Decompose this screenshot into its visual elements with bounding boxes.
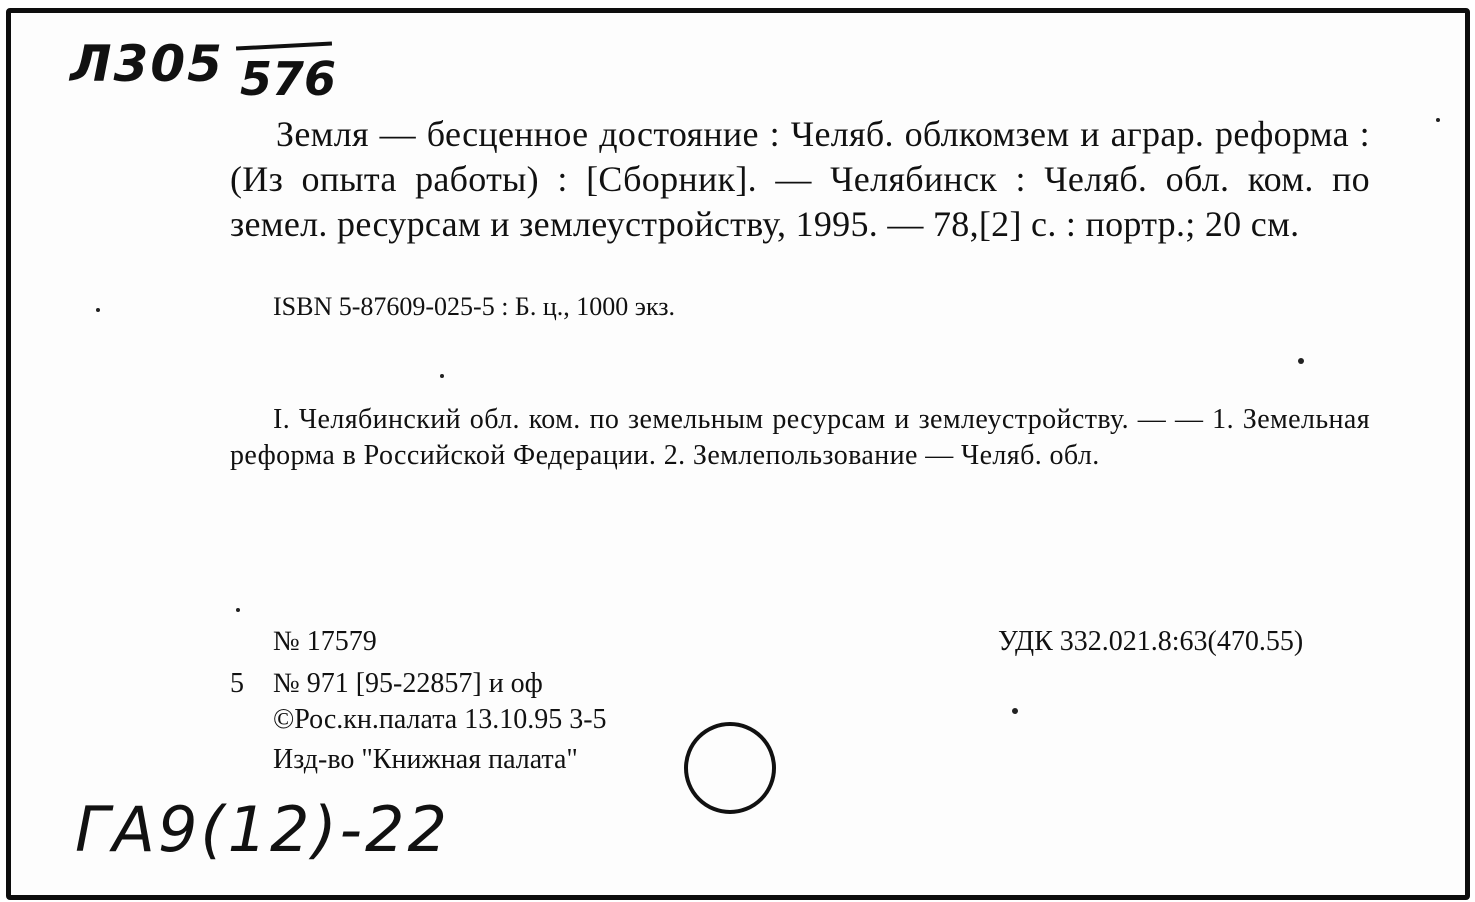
subject-tracings: I. Челябинский обл. ком. по земельным ресурсам и землеустройству. — — 1. Земельная реформа в Российской Федерации. 2. Землепользование — Челяб. обл. [230,404,1370,471]
order-line: № 971 [95-22857] и оф [273,668,543,699]
scan-speck [236,608,240,612]
scan-speck [1298,358,1304,364]
scan-speck [96,308,100,312]
scan-speck [1436,118,1440,122]
udc-classification: УДК 332.021.8:63(470.55) [998,626,1304,657]
handwritten-shelfmark: Л305 [70,35,224,93]
scan-speck [1012,708,1018,714]
handwritten-call-number: ГА9(12)-22 [75,793,450,866]
handwritten-shelfmark-fraction: 576 [240,52,337,106]
scan-speck [440,374,444,378]
publisher-line: Изд-во "Книжная палата" [273,744,578,775]
circle-stamp-icon [684,722,776,814]
copyright-line: ©Рос.кн.палата 13.10.95 3-5 [273,704,607,735]
bibliographic-description: Земля — бесценное достояние : Челяб. облкомзем и аграр. реформа : (Из опыта работы) : [Сборник]. — Челябинск : Челяб. обл. ком. по земел. ресурсам и землеустройству, 1995. — 78,[2] с. : портр.; 20 см. [230,114,1370,244]
copies-mark: 5 [230,668,244,699]
record-number: № 17579 [273,626,377,657]
isbn-line: ISBN 5-87609-025-5 : Б. ц., 1000 экз. [273,292,675,321]
